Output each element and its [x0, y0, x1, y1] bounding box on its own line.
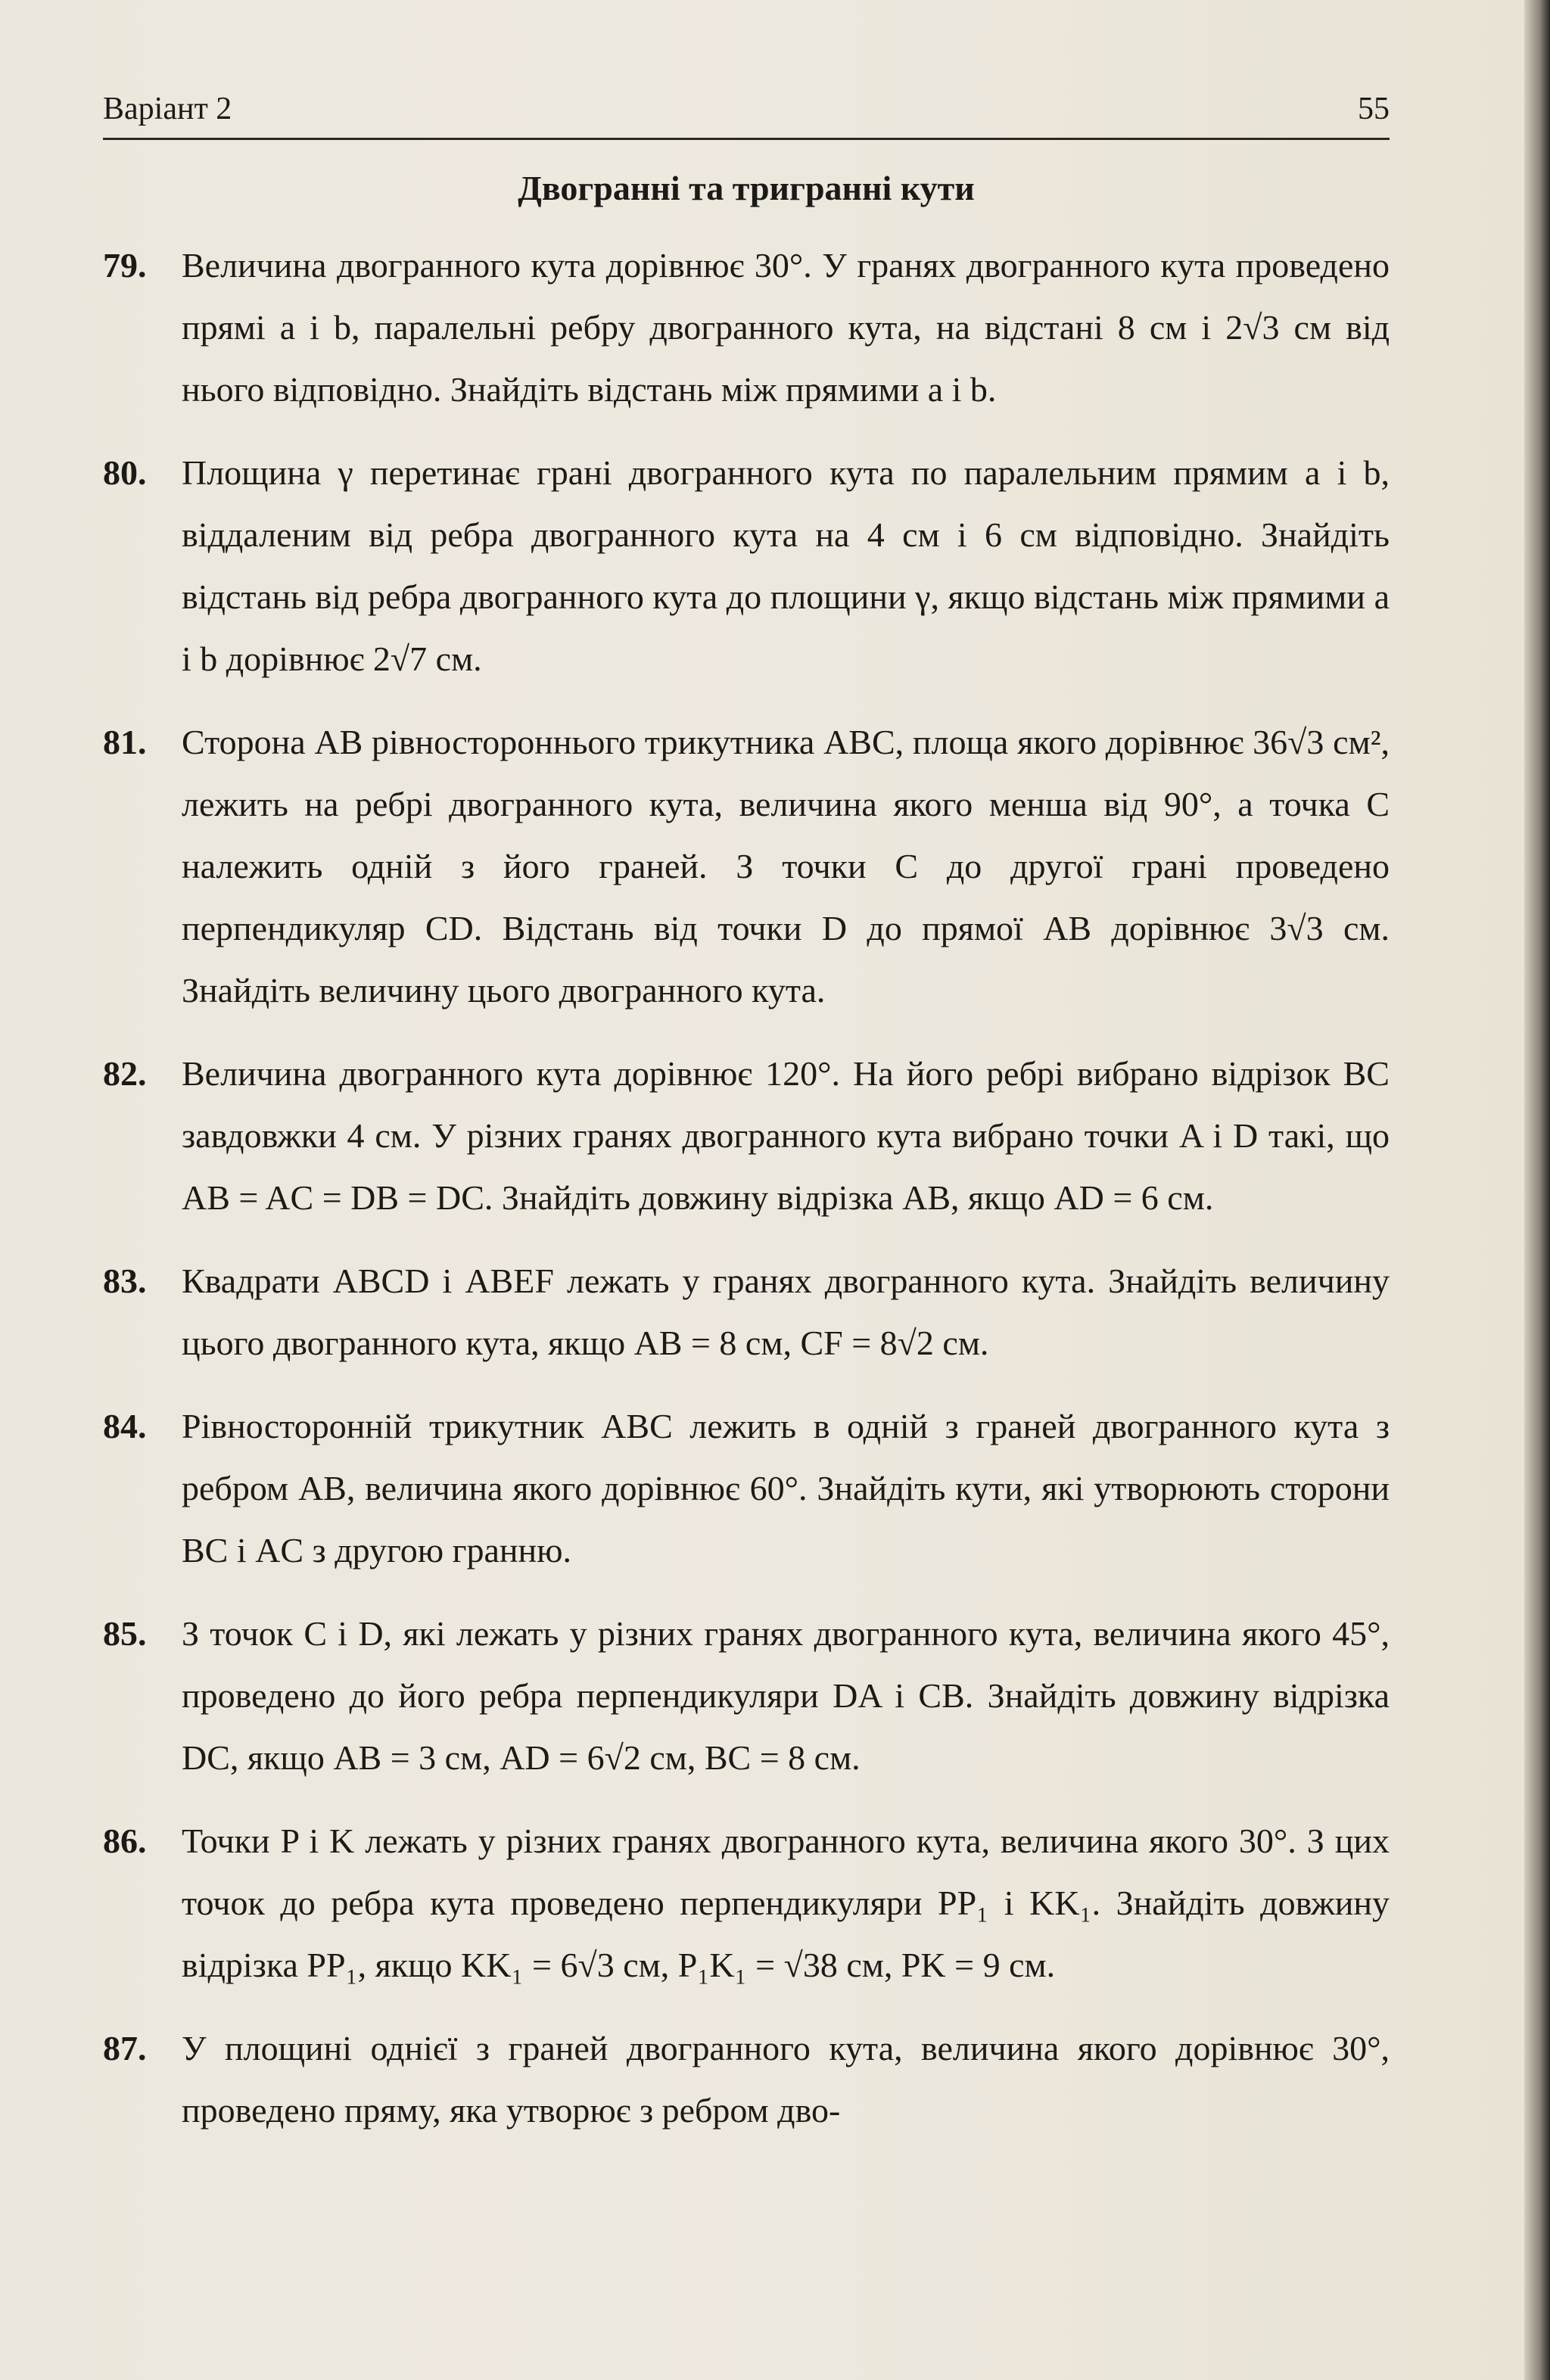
- problem-82: [103, 1043, 1390, 1229]
- problem-number: 82.: [103, 1054, 147, 1093]
- problem-84: [103, 1395, 1390, 1582]
- problem-text: Рівносторонній трикутник ABC лежить в одній з граней двогранного кута з ребром AB, величина якого дорівнює 60°. Знайдіть кути, які утворюють сторони BC і AC з другою гранню.: [182, 1407, 1390, 1570]
- page-number: 55: [1358, 92, 1390, 126]
- problem-86: [103, 1810, 1390, 1996]
- problem-number: 84.: [103, 1407, 147, 1445]
- page-edge-shadow: [1524, 0, 1550, 2380]
- problem-text: Величина двогранного кута дорівнює 30°. У гранях двогранного кута проведено прямі a і b, паралельні ребру двогранного кута, на відстані 8 см і 2√3 см від нього відповідно. Знайдіть відстань між прямими a і b.: [182, 246, 1390, 409]
- problem-80: [103, 442, 1390, 690]
- problem-text: З точок C і D, які лежать у різних гранях двогранного кута, величина якого 45°, проведено до його ребра перпендикуляри DA і CB. Знайдіть довжину відрізка DC, якщо AB = 3 см, AD = 6√2 см, BC = 8 см.: [182, 1614, 1390, 1777]
- problem-85: [103, 1603, 1390, 1789]
- problem-text: Квадрати ABCD і ABEF лежать у гранях двогранного кута. Знайдіть величину цього двогранного кута, якщо AB = 8 см, CF = 8√2 см.: [182, 1262, 1390, 1362]
- problem-text: Величина двогранного кута дорівнює 120°. На його ребрі вибрано відрізок BC завдовжки 4 см. У різних гранях двогранного кута вибрано точки A і D такі, що AB = AC = DB = DC. Знайдіть довжину відрізка AB, якщо AD = 6 см.: [182, 1054, 1390, 1217]
- problem-number: 80.: [103, 453, 147, 492]
- problem-text: У площині однієї з граней двогранного кута, величина якого дорівнює 30°, проведено пряму, яка утворює з ребром дво-: [182, 2029, 1390, 2130]
- problem-87: [103, 2018, 1390, 2142]
- problem-text: Точки P і K лежать у різних гранях двогранного кута, величина якого 30°. З цих точок до ребра кута проведено перпендикуляри PP₁ і KK₁. Знайдіть довжину відрізка PP₁, якщо KK₁ = 6√3 см, P₁K₁ = √38 см, PK = 9 см.: [182, 1822, 1390, 1984]
- problem-number: 83.: [103, 1262, 147, 1300]
- header-variant: Варіант 2: [103, 92, 232, 126]
- running-header: [103, 85, 1390, 140]
- problem-list: [103, 235, 1390, 2163]
- problem-number: 86.: [103, 1822, 147, 1860]
- problem-number: 79.: [103, 246, 147, 285]
- problem-81: [103, 711, 1390, 1022]
- problem-79: [103, 235, 1390, 421]
- problem-number: 81.: [103, 723, 147, 761]
- problem-83: [103, 1250, 1390, 1374]
- problem-text: Сторона AB рівностороннього трикутника ABC, площа якого дорівнює 36√3 см², лежить на ребрі двогранного кута, величина якого менша від 90°, а точка C належить одній з його граней. З точки C до другої грані проведено перпендикуляр CD. Відстань від точки D до прямої AB дорівнює 3√3 см. Знайдіть величину цього двогранного кута.: [182, 723, 1390, 1010]
- problem-number: 85.: [103, 1614, 147, 1653]
- section-title: Двогранні та тригранні кути: [518, 169, 975, 207]
- problem-text: Площина γ перетинає грані двогранного кута по паралельним прямим a і b, віддаленим від ребра двогранного кута на 4 см і 6 см відповідно. Знайдіть відстань від ребра двогранного кута до площини γ, якщо відстань між прямими a і b дорівнює 2√7 см.: [182, 453, 1390, 678]
- problem-number: 87.: [103, 2029, 147, 2067]
